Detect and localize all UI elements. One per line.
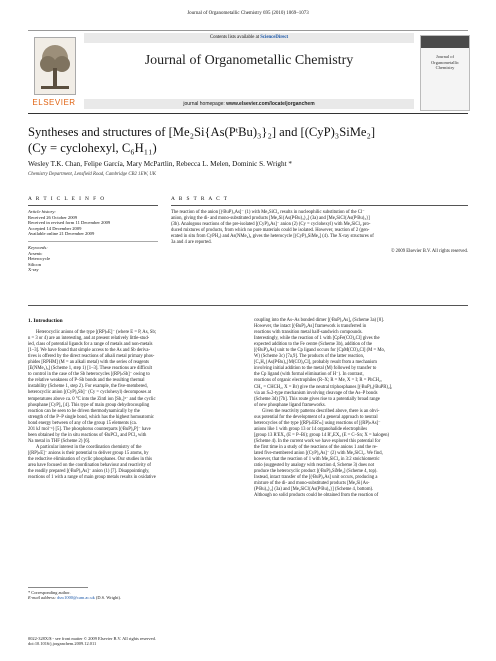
abstract-heading: A B S T R A C T (171, 196, 229, 202)
abstract-line: (3b). Analogous reactions of the pre-isolated [(CyP)₄As]⁻ anion (2) (Cy = cyclohexyl) with Me₂SiCl₂ pro- (171, 222, 371, 228)
history-entry: Available online 21 December 2009 (28, 231, 95, 237)
paragraph (254, 409, 468, 500)
email-label: E-mail address: (28, 595, 58, 601)
text-line: the Cp ligand (with formal elimination of H⁻). In contrast, (254, 372, 364, 378)
article-info-heading: A R T I C L E I N F O (28, 196, 106, 202)
text-line: the reductive elimination of cyclic phosphanes. Our studies in this (28, 456, 152, 462)
keyword: X-ray (28, 267, 39, 273)
email-suffix: (D.S. Wright). (94, 595, 122, 601)
paragraph (254, 318, 468, 409)
article-title (28, 124, 468, 156)
text-line: CH₂ = CHCH₂, X = Br) give the neutral triphosphanes [(ᵗBuP)₃(ᵗBuPR)₂], (254, 384, 393, 390)
paragraph (28, 330, 243, 445)
abstract-line: anion, giving the di- and mono-substituted products [Me₂Si{As(PᵗBu)₃}₂] (3a) and [Me₂SiCl{As(PᵗBu)₃}] (171, 216, 370, 222)
text-line: ous potential for the development of a general approach to neutral (254, 414, 378, 420)
text-line: 201 kJ mol⁻¹) [5]. The phosphorus counterparts [(ᵗBuP)₄P]⁻ have (28, 426, 151, 432)
text-line: [E(NMe₂)₃] (Scheme 1, step 1) [1–3]. These reactions are difficult (28, 366, 153, 372)
abstract-line: duced mixtures of products, from which no pure materials could be isolated. However, reaction of 2 (gen- (171, 228, 370, 234)
text-line: anions like 1 with group 13 or 14 organohalide electrophiles (254, 426, 368, 432)
text-line: Instead, intact transfer of the [(ᵗBuP)₃As] unit occurs, producing a (254, 475, 378, 481)
text-line: phosphane [CyP]₄ [4]. This type of main group dehydrocoupling (28, 402, 150, 408)
right-body-text (254, 318, 468, 499)
text-line: heterocycles of the type [(RP)ₙER'ₘ] using reactions of [(RP)ₙAs]⁻ (254, 420, 381, 426)
article-title-line-1: Syntheses and structures of [Me₂Si{As(PᵗBu)₃}₂] and [(CyP)₃SiMe₂] (28, 125, 376, 139)
text-line: Interestingly, while the reaction of 1 with [CpFe(CO)₂Cl] gives the (254, 336, 380, 342)
text-line: n = 3 or 4) are an interesting, and at present relatively little-stud- (28, 336, 150, 342)
text-line: [(ᵗBuP)₃As] unit to the Cp ligand occurs for [CpM(CO)₃Cl] (M = Mo, (254, 348, 386, 354)
publisher-logo (28, 35, 80, 109)
body-right-column (254, 318, 468, 499)
text-line: the relative weakness of P–Sb bonds and the resulting thermal (28, 378, 145, 384)
email-note (28, 595, 243, 600)
article-info-rule (28, 205, 158, 206)
text-line: however, that the reaction of 1 with Me₂SiCl₂ in 3:2 stoichiometric (254, 457, 380, 463)
text-line: tives is offered by the direct reactions of alkali metal primary phos- (28, 354, 155, 360)
keyword-list (28, 251, 158, 273)
journal-title: Journal of Organometallic Chemistry (144, 53, 354, 68)
issn-line: 0022-328X/$ - see front matter © 2009 Elsevier B.V. All rights reserved. (28, 636, 156, 641)
running-header-citation: Journal of Organometallic Chemistry 695 (2010) 1069–1073 (187, 11, 309, 16)
text-line: heterocyclic anion [(CyP)₄Sb]⁻ (Cy = cyclohexyl) decomposes at (28, 390, 151, 396)
journal-masthead (28, 30, 468, 114)
text-line: phides [RPHM] (M = an alkali metal) with the series of reagents (28, 360, 149, 366)
history-label: Article history: (28, 209, 56, 214)
history-entry: Received in revised form 11 December 2009 (28, 220, 111, 226)
text-line: area have focused on the coordination behaviour and reactivity of (28, 463, 151, 469)
text-line: Na metal in THF (Scheme 2) [6]. (28, 438, 91, 444)
article-info (28, 196, 158, 273)
abstract-line: 3a and 4 are reported. (171, 240, 212, 246)
text-line: (Scheme 3d) [7b]. This route gives rise to a potentially broad range (254, 396, 380, 402)
doi-line: doi:10.1016/j.jorganchem.2009.12.011 (28, 641, 97, 647)
publisher-logo-text: ELSEVIER (32, 98, 76, 107)
contents-availability-bar (84, 33, 414, 43)
abstract-text (171, 210, 468, 246)
copyright-line: © 2009 Elsevier B.V. All rights reserved. (390, 249, 468, 255)
text-line: expected addition to the Fe centre (Scheme 3b), addition of the (254, 342, 373, 348)
publication-meta (28, 636, 468, 647)
text-line: produce the heterocyclic product [(ᵗBuP)₃SiMe₂] (Scheme 4, top). (254, 469, 378, 475)
text-line: reaction can be seen to be driven thermodynamically by the (28, 408, 140, 414)
abstract-rule (171, 205, 468, 206)
text-line: to control in the case of the Sb heterocycles [(RP)ₙSb]⁻ owing to (28, 372, 150, 378)
text-line: ied, class of potential ligands for a range of metals and non-metals (28, 342, 153, 348)
cover-journal-title: Journal of Organometallic Chemistry (431, 54, 459, 70)
text-line: via an Sₙ2-type mechanism involving cleavage of the As–P bonds (254, 390, 378, 396)
text-line: [C₅H₄{As(PᵗBu)₃}M(CO)₃Cl], probably result from a mechanism (254, 360, 377, 366)
left-body-text (28, 330, 243, 481)
tree-logo-icon (34, 37, 76, 95)
sciencedirect-link[interactable]: ScienceDirect (260, 35, 289, 40)
text-line: ratio (suggested by analogy with reaction d, Scheme 3) does not (254, 463, 375, 469)
history-entry: Received 26 October 2009 (28, 214, 78, 220)
text-line: However, the intact [(ᵗBuP)₃As] framework is transferred in (254, 324, 367, 330)
text-line: temperatures above ca. 0 °C into the Zintl ion [Sb₇]³⁻ and the cyclic (28, 396, 156, 402)
homepage-link[interactable]: www.elsevier.com/locate/jorganchem (226, 101, 315, 107)
text-line: mixture of the di- and mono-substituted products [Me₂Si{As- (254, 481, 370, 487)
paragraph (28, 445, 243, 481)
keyword: Arsenic (28, 250, 43, 256)
author-affiliation: Chemistry Department, Lensfield Road, Cambridge CB2 1EW, UK (28, 172, 157, 177)
text-line: [(RP)ₙE]⁻ anions is their potential to deliver group 15 atoms, by (28, 450, 149, 456)
text-line: reactions with transition metal half-sandwich compounds. (254, 330, 363, 336)
text-line: instability (Scheme 1, step 2). For example, the five-membered, (28, 384, 148, 390)
text-line: the first time in a study of the reactions of the anions 1 and the re- (254, 444, 378, 450)
journal-homepage-bar (84, 99, 414, 109)
email-link[interactable]: dsw1000@cam.ac.uk (57, 595, 95, 601)
cover-band (421, 36, 469, 48)
text-line: reactions of 1 with a range of main group metals results in oxidative (28, 475, 156, 481)
footnotes (28, 590, 243, 601)
text-line: Heterocyclic anions of the type [(RP)ₙE]⁻ (where E = P, As, Sb; (36, 330, 157, 335)
text-line: Although no solid products could be obtained from the reaction of (254, 493, 379, 499)
text-line: lated five-membered anion [(CyP)₄As]⁻ (2) with Me₂SiCl₂. We find, (254, 451, 383, 457)
tree-icon (35, 38, 75, 94)
text-line: A particular interest in the coordination chemistry of the (36, 444, 142, 450)
history-list (28, 215, 158, 237)
text-line: the readily prepared [(ᵗBuP)₃As]⁻ anion (1) [7]. Disappointingly, (28, 469, 150, 475)
text-line: involving initial addition to the metal (M) followed by transfer to (254, 366, 377, 372)
keyword: Heterocycle (28, 256, 51, 262)
abstract-line: erated in situ from CyPH₂) and As(NMe₂)₃ gives the heterocycle [(CyP)₃SiMe₂] (4). The X-ray structures of (171, 234, 374, 240)
body-left-column (28, 318, 243, 481)
text-line: (Scheme 4). In the current work we have explored this potential for (254, 438, 381, 444)
author-list: Wesley T.K. Chan, Felipe García, Mary McPartlin, Rebecca L. Melen, Dominic S. Wright * (28, 160, 293, 168)
keywords-rule (28, 241, 158, 242)
text-line: reactions of organic electrophiles (R–X; R = Me, X = I; R = PhCH₂, (254, 378, 382, 384)
text-line: Given the reactivity patterns described above, there is an obvi- (262, 408, 380, 414)
text-line: [group 13 R'EX₂ (E = P–Bi); group 14 R'₂EX₂ (E = C–Sn; X = halogen) (254, 432, 390, 438)
abstract-bottom-rule (28, 305, 468, 306)
text-line: bond energy between of any of the group 15 elements (ca. (28, 420, 137, 426)
text-line: W) (Scheme 3c) [7a,9]. The products of the latter reaction, (254, 354, 365, 360)
text-line: of new phosphane ligand frameworks. (254, 402, 326, 408)
text-line: been obtained by the in situ reactions of ᵗBuPCl₂ and PCl₃ with (28, 432, 147, 438)
homepage-label: journal homepage: (183, 101, 225, 107)
journal-cover-thumbnail (420, 35, 470, 111)
text-line: strength of the P–P single bond, which has the highest homoatomic (28, 414, 154, 420)
text-line: [1–3]. We have found that simple access to the As and Sb deriva- (28, 348, 151, 354)
text-line: (PᵗBu)₃}₂] (3a) and [Me₂SiCl{As(PᵗBu)₃}] (Scheme 4, bottom). (254, 487, 374, 493)
history-entry: Accepted 14 December 2009 (28, 225, 82, 231)
keywords-label: Keywords: (28, 244, 48, 250)
abstract-line: The reaction of the anion [(ᵗBuP)₃As]⁻ (1) with Me₂SiCl₂ results in nucleophilic substitution of the Cl⁻ (171, 210, 365, 215)
corresponding-author-note: * Corresponding author. (28, 590, 71, 595)
contents-prefix: Contents lists available at (209, 35, 261, 40)
text-line: coupling into the As–As bonded dimer [(ᵗBuP)₃As]₂ (Scheme 3a) [8]. (254, 318, 384, 323)
abstract (171, 196, 468, 255)
keyword: Silicon (28, 261, 42, 267)
article-title-line-2: (Cy = cyclohexyl, C₆H₁₁) (28, 141, 157, 155)
section-title-introduction: 1. Introduction (28, 318, 63, 324)
footnote-rule (28, 587, 88, 588)
